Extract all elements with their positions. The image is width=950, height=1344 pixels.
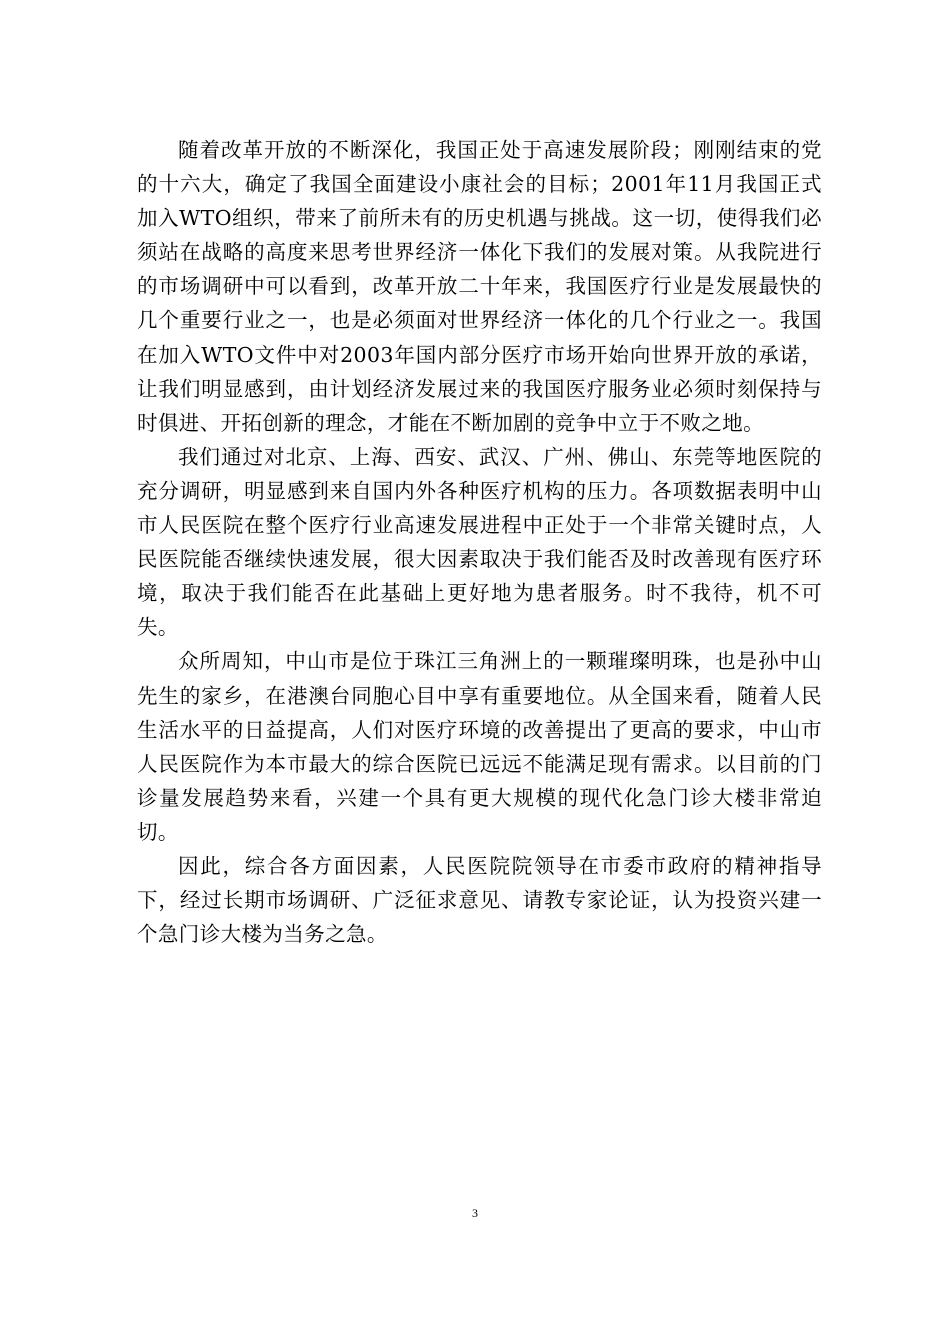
document-body	[137, 133, 822, 951]
paragraph-2: 我们通过对北京、上海、西安、武汉、广州、佛山、东莞等地医院的充分调研，明显感到来自国内外各种医疗机构的压力。各项数据表明中山市人民医院在整个医疗行业高速发展进程中正处于一个非常关键时点，人民医院能否继续快速发展，很大因素取决于我们能否及时改善现有医疗环境，取决于我们能否在此基础上更好地为患者服务。时不我待，机不可失。	[137, 444, 822, 640]
paragraph-1: 随着改革开放的不断深化，我国正处于高速发展阶段；刚刚结束的党的十六大，确定了我国全面建设小康社会的目标；2001年11月我国正式加入WTO组织，带来了前所未有的历史机遇与挑战。这一切，使得我们必须站在战略的高度来思考世界经济一体化下我们的发展对策。从我院进行的市场调研中可以看到，改革开放二十年来，我国医疗行业是发展最快的几个重要行业之一，也是必须面对世界经济一体化的几个行业之一。我国在加入WTO文件中对2003年国内部分医疗市场开始向世界开放的承诺，让我们明显感到，由计划经济发展过来的我国医疗服务业必须时刻保持与时俱进、开拓创新的理念，才能在不断加剧的竞争中立于不败之地。	[137, 138, 822, 435]
page-number: 3	[472, 1206, 478, 1220]
paragraph-3: 众所周知，中山市是位于珠江三角洲上的一颗璀璨明珠，也是孙中山先生的家乡，在港澳台同胞心目中享有重要地位。从全国来看，随着人民生活水平的日益提高，人们对医疗环境的改善提出了更高的要求，中山市人民医院作为本市最大的综合医院已远远不能满足现有需求。以目前的门诊量发展趋势来看，兴建一个具有更大规模的现代化急门诊大楼非常迫切。	[137, 649, 822, 844]
paragraph-4: 因此，综合各方面因素，人民医院院领导在市委市政府的精神指导下，经过长期市场调研、广泛征求意见、请教专家论证，认为投资兴建一个急门诊大楼为当务之急。	[137, 853, 822, 947]
